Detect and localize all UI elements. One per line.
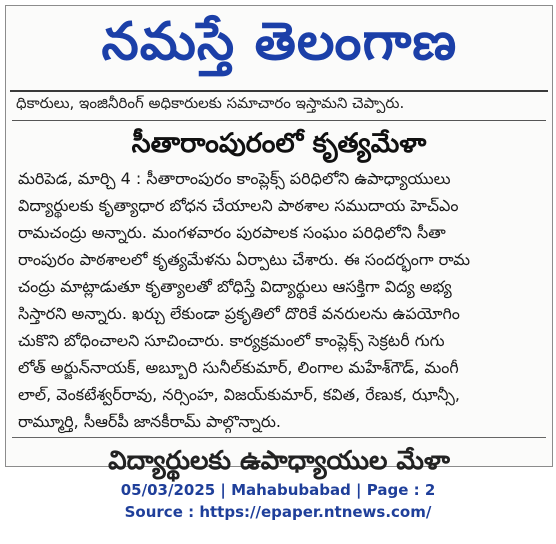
article-line: సిస్తారని అన్నారు. ఖర్చు లేకుండా ప్రకృతిలో దొరికే వనరులను ఉపయోగిం: [18, 304, 460, 323]
article-line: రామచంద్రు అన్నారు. మంగళవారం పురపాలక సంఘం పరిధిలోని సీతా: [18, 223, 446, 242]
masthead: [10, 6, 548, 92]
footer-source-link[interactable]: Source : https://epaper.ntnews.com/: [124, 503, 432, 521]
next-article-headline-text: విద్యార్థులకు ఉపాధ్యాయుల మేళా: [108, 446, 450, 476]
article-line: లాల్, వెంకటేశ్వర్‌రావు, నర్సింహ, విజయ్‌కుమార్, కవిత, రేణుక, ఝాన్సీ,: [18, 385, 460, 404]
article-line: లోత్ అర్జున్‌నాయక్, అబ్బూరి సునీల్‌కుమార్, లింగాల మహేశ్‌గౌడ్, మంగీ: [18, 358, 459, 377]
newspaper-clipping: [5, 5, 553, 476]
article-line: చుకొని బోధించాలని సూచించారు. కార్యక్రమంలో కాంప్లెక్స్ సెక్రటరీ గుగు: [18, 331, 445, 350]
previous-article-line: [16, 94, 542, 114]
article-line: మరిపెడ, మార్చి 4 : సీతారాంపురం కాంప్లెక్స్ పరిధిలోని ఉపాధ్యాయులు: [18, 169, 451, 188]
divider: [12, 120, 546, 121]
previous-article-text: ధికారులు, ఇంజినీరింగ్ అధికారులకు సమాచారం ఇస్తామని చెప్పారు.: [16, 94, 405, 112]
article-line: రామ్మూర్తి, సీఆర్‌పీ జానకీరామ్ పాల్గొన్నారు.: [18, 412, 281, 431]
article-line: చంద్రు మాట్లాడుతూ కృత్యాలతో బోధిస్తే విద్యార్థులు ఆసక్తిగా విద్య అభ్య: [18, 277, 452, 296]
divider: [12, 437, 546, 438]
article-line: విద్యార్థులకు కృత్యాధార బోధన చేయాలని పాఠశాల సముదాయ హెచ్ఎం: [18, 196, 459, 215]
masthead-title: నమస్తే తెలంగాణ: [101, 11, 457, 72]
article-line: రాంపురం పాఠశాలలో కృత్యమేళను ఏర్పాటు చేశారు. ఈ సందర్భంగా రామ: [18, 250, 471, 269]
article-body: [18, 165, 542, 435]
footer-date-edition: 05/03/2025 | Mahabubabad | Page : 2: [120, 481, 436, 499]
article-headline: సీతారాంపురంలో కృత్యమేళా: [131, 128, 427, 159]
next-article-headline-partial: [6, 444, 552, 476]
